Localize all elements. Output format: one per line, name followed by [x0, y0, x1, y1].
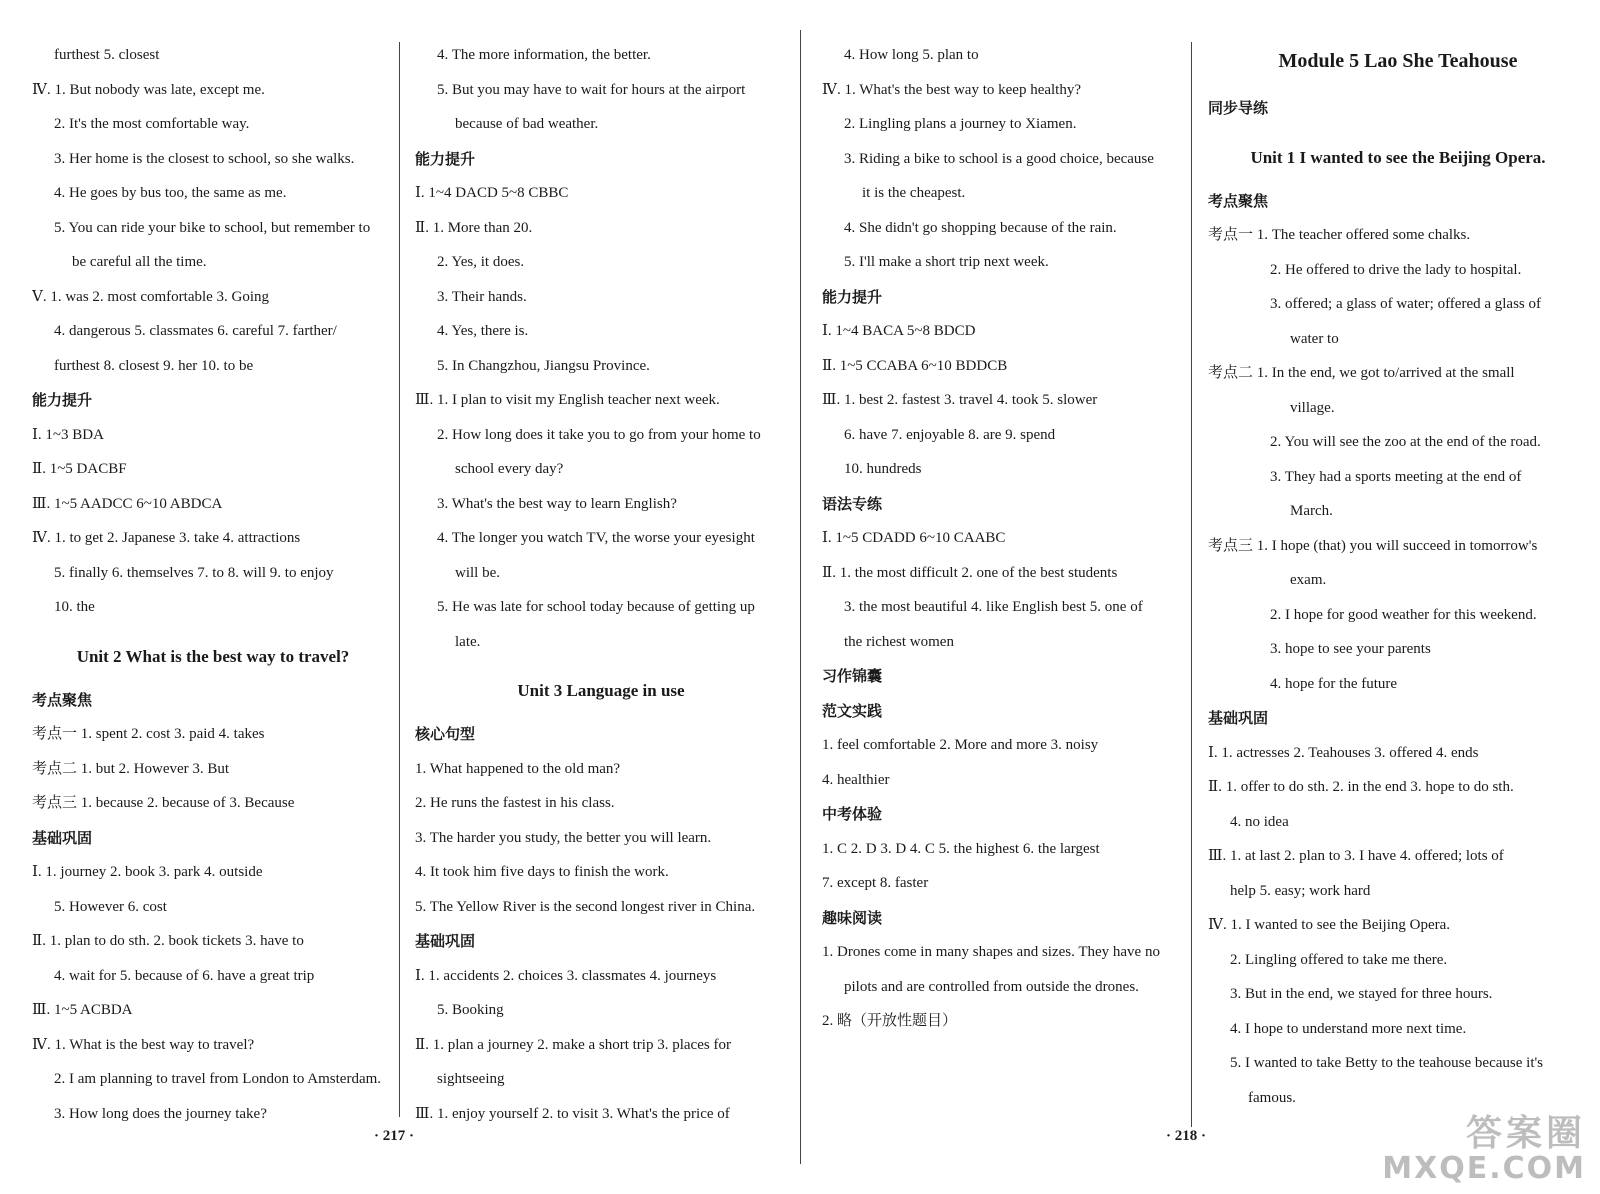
answer-line: Ⅳ. 1. I wanted to see the Beijing Opera. [1208, 917, 1450, 933]
answer-line: 4. The more information, the better. [437, 47, 651, 63]
section-heading: 基础巩固 [415, 932, 476, 950]
watermark-logo-text: 答案圈 [1465, 1112, 1586, 1154]
answer-line: Ⅱ. 1. offer to do sth. 2. in the end 3. hope to do sth. [1208, 779, 1514, 795]
answer-line: 考点三 1. I hope (that) you will succeed in tomorrow's [1208, 537, 1538, 554]
answer-line: Ⅱ. 1. plan a journey 2. make a short trip 3. places for [415, 1036, 731, 1053]
answer-line: Ⅰ. 1. actresses 2. Teahouses 3. offered 4. ends [1208, 744, 1479, 761]
answer-line: 1. What happened to the old man? [415, 760, 621, 777]
watermark-url: MXQE.COM [1382, 1150, 1586, 1186]
answer-line: 2. Lingling plans a journey to Xiamen. [844, 116, 1077, 132]
section-heading: 考点聚焦 [1208, 191, 1269, 210]
answer-line: 5. In Changzhou, Jiangsu Province. [437, 357, 650, 374]
page-number-right: · 218 · [1166, 1128, 1207, 1144]
answer-line: 4. hope for the future [1270, 675, 1398, 692]
answer-line: 10. hundreds [844, 461, 922, 477]
answer-line: Ⅰ. 1~4 BACA 5~8 BDCD [822, 323, 976, 339]
answer-line: 4. dangerous 5. classmates 6. careful 7. farther/ [54, 323, 337, 339]
answer-line: 4. no idea [1230, 813, 1289, 830]
section-heading: 核心句型 [415, 725, 476, 743]
answer-line: 5. But you may have to wait for hours at the airport [437, 81, 746, 98]
answer-line: 2. I hope for good weather for this weekend. [1270, 606, 1537, 623]
answer-line: 7. except 8. faster [822, 875, 929, 891]
answer-line: 1. C 2. D 3. D 4. C 5. the highest 6. the largest [822, 840, 1100, 857]
page-number-left: · 217 · [374, 1128, 415, 1144]
answer-line: 5. However 6. cost [54, 898, 167, 915]
section-heading: 习作锦囊 [822, 667, 883, 685]
column-divider-left [399, 42, 400, 1117]
answer-column-4 [1208, 38, 1588, 1115]
section-heading: 趣味阅读 [822, 908, 883, 927]
answer-line: be careful all the time. [72, 254, 207, 270]
answer-line: 4. I hope to understand more next time. [1230, 1020, 1467, 1037]
answer-line: furthest 8. closest 9. her 10. to be [54, 357, 254, 374]
answer-line: Ⅰ. 1~3 BDA [32, 426, 104, 443]
answer-line: 5. I wanted to take Betty to the teahouse because it's [1230, 1055, 1544, 1071]
answer-line: Ⅰ. 1~4 DACD 5~8 CBBC [415, 185, 569, 201]
answer-line: 2. Yes, it does. [437, 254, 525, 270]
answer-line: 3. Their hands. [437, 288, 527, 305]
unit-title: Unit 3 Language in use [517, 681, 685, 700]
answer-line: 考点二 1. but 2. However 3. But [32, 760, 230, 777]
answer-line: 2. He runs the fastest in his class. [415, 795, 615, 811]
answer-line: Ⅰ. 1. accidents 2. choices 3. classmates 4. journeys [415, 967, 717, 984]
answer-line: 2. It's the most comfortable way. [54, 116, 250, 132]
answer-line: 4. He goes by bus too, the same as me. [54, 185, 287, 201]
answer-line: 考点一 1. spent 2. cost 3. paid 4. takes [32, 726, 265, 742]
answer-line: Ⅲ. 1. at last 2. plan to 3. I have 4. offered; lots of [1208, 848, 1504, 864]
answer-line: late. [455, 633, 481, 650]
unit-title: Unit 2 What is the best way to travel? [76, 646, 350, 666]
answer-line: because of bad weather. [455, 116, 599, 132]
section-heading: 基础巩固 [1208, 709, 1269, 727]
answer-line: 4. healthier [822, 771, 890, 788]
section-heading: 基础巩固 [32, 828, 93, 847]
answer-line: Ⅴ. 1. was 2. most comfortable 3. Going [32, 288, 270, 305]
answer-line: 5. I'll make a short trip next week. [844, 254, 1049, 270]
answer-line: help 5. easy; work hard [1230, 882, 1371, 899]
answer-line: 3. the most beautiful 4. like English best 5. one of [844, 599, 1143, 615]
answer-line: 3. Riding a bike to school is a good choice, because [844, 150, 1154, 167]
answer-line: 3. Her home is the closest to school, so she walks. [54, 150, 355, 167]
answer-line: Ⅱ. 1~5 DACBF [32, 461, 127, 477]
answer-line: 3. offered; a glass of water; offered a glass of [1270, 296, 1542, 312]
answer-line: 3. What's the best way to learn English? [437, 495, 677, 512]
answer-line: Ⅲ. 1~5 ACBDA [32, 1002, 133, 1018]
answer-line: Ⅱ. 1. More than 20. [415, 219, 533, 236]
answer-line: Ⅱ. 1~5 CCABA 6~10 BDDCB [822, 357, 1008, 374]
answer-line: 4. Yes, there is. [437, 323, 529, 339]
answer-line: Ⅰ. 1~5 CDADD 6~10 CAABC [822, 530, 1006, 546]
answer-line: 2. I am planning to travel from London to Amsterdam. [54, 1071, 382, 1087]
answer-column-3 [822, 38, 1184, 1039]
answer-line: 考点一 1. The teacher offered some chalks. [1208, 227, 1471, 243]
answer-column-2 [415, 38, 787, 1131]
answer-line: 2. He offered to drive the lady to hospital. [1270, 261, 1522, 278]
answer-column-1 [32, 38, 394, 1131]
answer-line: 3. But in the end, we stayed for three hours. [1230, 986, 1493, 1002]
answer-line: Ⅲ. 1. I plan to visit my English teacher next week. [415, 392, 720, 408]
answer-line: Ⅲ. 1. best 2. fastest 3. travel 4. took 5. slower [822, 392, 1098, 408]
column-divider-right [1191, 42, 1192, 1127]
answer-line: pilots and are controlled from outside the drones. [844, 978, 1139, 995]
answer-line: it is the cheapest. [862, 185, 966, 201]
answer-line: 3. How long does the journey take? [54, 1105, 267, 1122]
section-heading: 能力提升 [822, 287, 883, 306]
answer-line: 4. The longer you watch TV, the worse your eyesight [437, 530, 755, 546]
answer-line: 1. feel comfortable 2. More and more 3. noisy [822, 737, 1099, 753]
answer-line: 3. hope to see your parents [1270, 641, 1431, 657]
section-heading: 能力提升 [32, 391, 93, 409]
answer-line: 考点三 1. because 2. because of 3. Because [32, 795, 295, 811]
answer-line: water to [1290, 330, 1339, 347]
answer-line: 5. finally 6. themselves 7. to 8. will 9. to enjoy [54, 564, 334, 581]
answer-line: the richest women [844, 633, 954, 650]
answer-line: Ⅲ. 1~5 AADCC 6~10 ABDCA [32, 495, 223, 512]
answer-line: 5. Booking [437, 1002, 504, 1018]
answer-line: Ⅳ. 1. What is the best way to travel? [32, 1036, 255, 1053]
answer-line: famous. [1248, 1089, 1296, 1106]
answer-line: 4. How long 5. plan to [844, 47, 979, 63]
answer-line: 4. It took him five days to finish the work. [415, 864, 669, 880]
watermark [1382, 1112, 1586, 1186]
answer-line: 6. have 7. enjoyable 8. are 9. spend [844, 426, 1056, 443]
section-heading: 同步导练 [1208, 99, 1269, 117]
answer-line: March. [1290, 503, 1333, 519]
answer-line: 考点二 1. In the end, we got to/arrived at the small [1208, 365, 1515, 381]
answer-line: Ⅲ. 1. enjoy yourself 2. to visit 3. What's the price of [415, 1105, 730, 1122]
answer-line: Ⅳ. 1. But nobody was late, except me. [32, 81, 265, 98]
answer-line: will be. [455, 564, 500, 581]
answer-line: 5. The Yellow River is the second longest river in China. [415, 898, 756, 915]
answer-line: Ⅳ. 1. to get 2. Japanese 3. take 4. attractions [32, 530, 301, 546]
answer-line: 1. Drones come in many shapes and sizes. They have no [822, 944, 1160, 960]
section-heading: 中考体验 [822, 805, 883, 823]
answer-line: 5. You can ride your bike to school, but remember to [54, 219, 371, 236]
answer-line: 3. They had a sports meeting at the end of [1270, 468, 1522, 485]
section-heading: 语法专练 [822, 494, 883, 513]
answer-line: 3. The harder you study, the better you will learn. [415, 829, 712, 846]
unit-title: Unit 1 I wanted to see the Beijing Opera. [1250, 147, 1546, 167]
answer-line: exam. [1290, 572, 1327, 588]
answer-line: village. [1290, 399, 1335, 416]
answer-line: Ⅰ. 1. journey 2. book 3. park 4. outside [32, 864, 263, 880]
answer-line: Ⅱ. 1. the most difficult 2. one of the best students [822, 564, 1118, 581]
section-heading: 能力提升 [415, 149, 476, 168]
section-heading: 范文实践 [822, 701, 883, 720]
answer-line: 4. She didn't go shopping because of the rain. [844, 219, 1117, 236]
answer-line: Ⅱ. 1. plan to do sth. 2. book tickets 3. have to [32, 933, 304, 949]
answer-line: 2. How long does it take you to go from your home to [437, 426, 761, 443]
answer-line: 2. You will see the zoo at the end of the road. [1270, 434, 1541, 450]
answer-line: 4. wait for 5. because of 6. have a great trip [54, 967, 315, 984]
center-page-divider [800, 30, 801, 1164]
answer-line: 2. Lingling offered to take me there. [1230, 951, 1448, 968]
answer-line: school every day? [455, 461, 564, 477]
section-heading: 考点聚焦 [32, 690, 93, 709]
module-title: Module 5 Lao She Teahouse [1278, 50, 1518, 72]
answer-line: furthest 5. closest [54, 47, 160, 63]
answer-line: sightseeing [437, 1071, 505, 1087]
answer-line: 10. the [54, 599, 95, 615]
answer-line: 5. He was late for school today because of getting up [437, 599, 755, 615]
answer-line: 2. 略（开放性题目） [822, 1013, 958, 1029]
answer-line: Ⅳ. 1. What's the best way to keep healthy? [822, 81, 1082, 98]
